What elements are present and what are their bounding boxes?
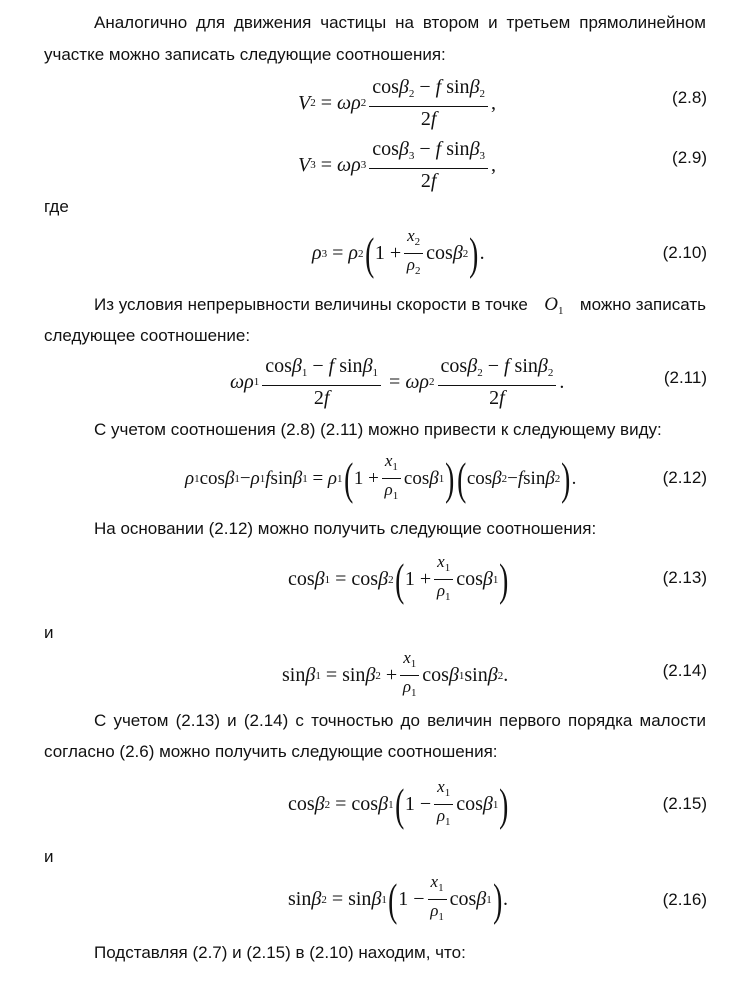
equation-2-12: ρ 1 cos β 1 − ρ 1 f sin β 1 = ρ 1 ( 1 + $\frac{x_1}{\rho_1}$ cos β 1 ) ( cos β 2 − f sin β 2 ) . <box>185 451 577 504</box>
paragraph-1-line-1: Аналогично для движения частицы на втором и третьем прямолинейном <box>94 13 706 32</box>
paragraph-2-line-1 <box>94 294 706 322</box>
equation-number-2-14: (2.14) <box>662 661 707 680</box>
equation-number-2-11: (2.11) <box>663 368 707 387</box>
equation-2-11: ωρ 1 $\frac{\cos\beta_1 - f \sin\beta_1}{2f}$ = ωρ 2 $\frac{\cos\beta_2 - f \sin\beta_2}{2f}$ . <box>230 355 565 409</box>
equation-number-2-16: (2.16) <box>662 890 707 909</box>
equation-2-13: cos β 1 = cos β 2 ( 1 + $\frac{x_1}{\rho_1}$ cos β 1 ) <box>288 552 509 605</box>
and-word-1: и <box>44 623 54 642</box>
point-subscript: 1 <box>557 305 564 317</box>
paragraph-3: С учетом соотношения (2.8) (2.11) можно привести к следующему виду: <box>94 420 662 439</box>
paragraph-2-text-a: Из условия непрерывности величины скорости в точке <box>94 295 528 314</box>
equation-2-10: ρ 3 = ρ 2 ( 1 + $\frac{x_2}{\rho_2}$ cos β 2 ) . <box>312 226 485 279</box>
paragraph-5-line-1: С учетом (2.13) и (2.14) с точностью до величин первого порядка малости <box>94 711 706 730</box>
paragraph-1-line-2: участке можно записать следующие соотношения: <box>44 45 446 64</box>
paragraph-2-line-2: следующее соотношение: <box>44 326 251 345</box>
equation-number-2-12: (2.12) <box>662 468 707 487</box>
equation-2-9: V 3 = ωρ 3 $\frac{\cos\beta_3 - f \sin\beta_3}{2f}$ , <box>298 138 497 192</box>
point-label <box>544 294 563 322</box>
equation-2-8: V 2 = ωρ 2 $\frac{\cos\beta_2 - f \sin\beta_2}{2f}$ , <box>298 76 497 130</box>
point-letter: O <box>544 294 558 315</box>
equation-2-16: sin β 2 = sin β 1 ( 1 − $\frac{x_1}{\rho_1}$ cos β 1 ) . <box>288 872 509 925</box>
equation-2-14: sin β 1 = sin β 2 + $\frac{x_1}{\rho_1}$ cos β 1 sin β 2 . <box>282 648 509 699</box>
paragraph-5-line-2: согласно (2.6) можно получить следующие соотношения: <box>44 742 498 761</box>
where-word: где <box>44 197 69 216</box>
and-word-2: и <box>44 847 54 866</box>
equation-number-2-10: (2.10) <box>662 243 707 262</box>
equation-number-2-8: (2.8) <box>672 88 707 107</box>
equation-number-2-13: (2.13) <box>662 568 707 587</box>
equation-number-2-9: (2.9) <box>672 148 707 167</box>
paragraph-6: Подставляя (2.7) и (2.15) в (2.10) находим, что: <box>94 943 466 962</box>
equation-number-2-15: (2.15) <box>662 794 707 813</box>
paragraph-4: На основании (2.12) можно получить следующие соотношения: <box>94 519 597 538</box>
paragraph-2-text-b: можно записать <box>579 295 706 314</box>
equation-2-15: cos β 2 = cos β 1 ( 1 − $\frac{x_1}{\rho_1}$ cos β 1 ) <box>288 777 509 830</box>
